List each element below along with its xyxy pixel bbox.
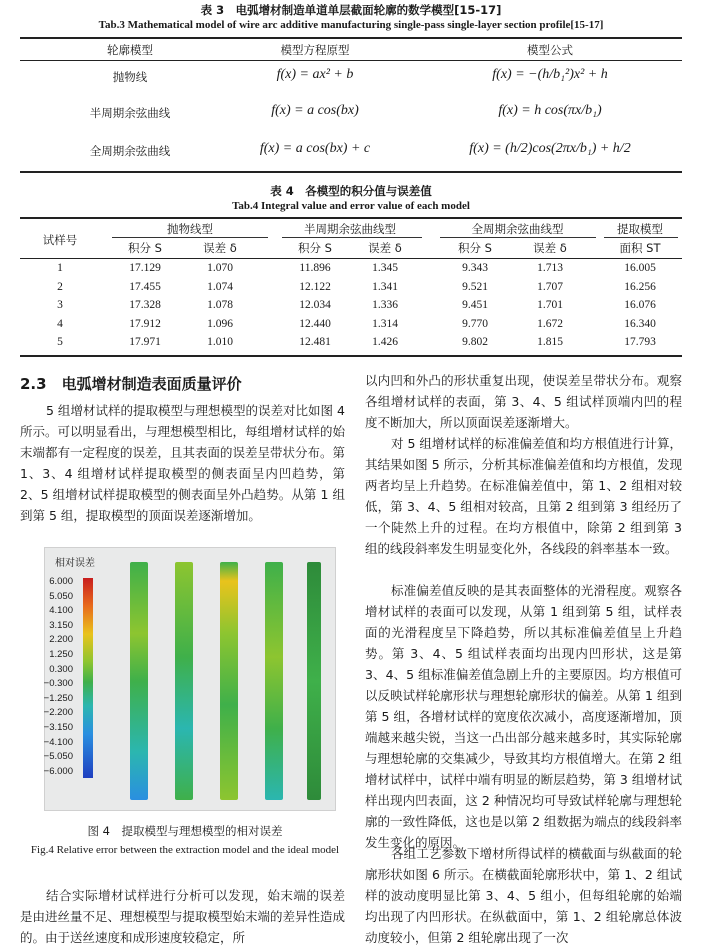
figure4-color-scale-bar	[83, 578, 93, 778]
table4-caption-en: Tab.4 Integral value and error value of each model	[232, 200, 470, 212]
figure4-specimen-2	[175, 562, 193, 800]
table4-bottom-rule	[20, 355, 682, 357]
figure4-scale-label: 2.200	[49, 634, 73, 646]
table3-row-name: 全周期余弦曲线	[89, 144, 171, 158]
table4-cell: 1.672	[537, 317, 563, 330]
table4-sample-id: 3	[57, 299, 63, 311]
figure4-specimen-4	[265, 562, 283, 800]
table4-cell: 1.010	[207, 336, 233, 348]
table4-cell: 16.340	[624, 317, 656, 330]
section-heading: 2.3 电弧增材制造表面质量评价	[20, 375, 242, 393]
figure4-scale-label: −5.050	[43, 751, 73, 763]
table3-row-formula: f(x) = (h/2)cos(2πx/b₁) + h/2	[469, 141, 631, 156]
table4-cell: 1.345	[372, 262, 398, 274]
table4-cell: 12.122	[299, 280, 331, 293]
table4-cell: 17.455	[129, 280, 161, 293]
table4-group-extracted: 提取模型	[617, 222, 663, 236]
table4-group-underline	[112, 237, 268, 238]
table4-cell: 16.076	[624, 299, 656, 311]
right-paragraph-3: 标准偏差值反映的是其表面整体的光滑程度。观察各增材试样的表面可以发现，从第 1 组到第 5 组，试样表面的光滑程度呈下降趋势，所以其标准偏差值呈上升趋势。第 3、4、5 组试样表面均出现内凹形状，这是第 3、4、5 组标准偏差值急剧上升的主要原因。均方根值可以反映试样轮廓形状与理想轮廓形状的偏差。从第 1 组到第 5 组，各增材试样的宽度依次减小，高度逐渐增加，顶端越来越尖锐，当这一凸出部分越来越多时，其实际轮廓与理想轮廓的交集减少，导致其均方根值增大。在第 2 组增材试样中，试样中端有明显的断层趋势，第 3 组增材试样出现内凹表面，这 2 种情况均可导致试样轮廓与理想轮廓的一致性降低，这也是以第 2 组数据为端点的线段斜率发生变化的原因。	[365, 583, 682, 850]
table4-cell: 12.481	[299, 336, 331, 348]
table4-cell: 1.701	[537, 299, 563, 311]
table4-cell: 17.793	[624, 336, 656, 348]
figure4-caption-en: Fig.4 Relative error between the extraction model and the ideal model	[30, 844, 340, 856]
figure4-scale-label: 4.100	[49, 605, 73, 617]
figure4-scale-label: 1.250	[49, 649, 73, 660]
table4-sample-id: 4	[57, 317, 63, 330]
right-paragraph-4: 各组工艺参数下增材所得试样的横截面与纵截面的轮廓形状如图 6 所示。在横截面轮廓形状中，第 1、2 组试样的波动度明显比第 3、4、5 组小，但每组轮廓的始端均出现了内凹形状。在纵截面中，第 1、2 组轮廓总体波动度较小，但第 2 组轮廓出现了一次	[365, 846, 682, 945]
table3-header-prototype: 模型方程原型	[280, 43, 350, 57]
table4-subheader: 积分 S	[458, 241, 492, 255]
table3-row-formula: f(x) = −(h/b₁²)x² + h	[492, 67, 608, 82]
table4-cell: 17.912	[129, 317, 161, 330]
table3-row-name: 抛物线	[112, 70, 148, 84]
figure4-image	[44, 547, 336, 811]
figure4-scale-label: −6.000	[43, 765, 73, 777]
right-paragraph-1: 以内凹和外凸的形状重复出现，使误差呈带状分布。观察各组增材试样的表面，第 3、4、5 组试样顶端内凹的程度不断加大，所以顶面误差逐渐增大。	[365, 373, 682, 430]
table4-cell: 9.343	[462, 262, 488, 274]
table4-caption-cn: 表 4 各模型的积分值与误差值	[270, 184, 432, 198]
table4-cell: 12.440	[299, 317, 331, 330]
table4-group-half-cosine: 半周期余弦曲线型	[304, 222, 396, 236]
figure4-scale-label: −1.250	[43, 692, 73, 704]
table4-sample-id: 1	[57, 262, 63, 274]
table4-sample-id: 5	[57, 336, 63, 348]
table4-cell: 9.451	[462, 299, 488, 311]
table4-cell: 1.341	[372, 280, 398, 293]
table4-cell: 11.896	[299, 262, 331, 274]
table4-cell: 9.521	[462, 280, 488, 293]
figure4-scale-label: −4.100	[43, 736, 73, 748]
table3-header-rule	[20, 60, 682, 61]
table3-bottom-rule	[20, 171, 682, 173]
table4-subheader: 积分 S	[298, 241, 332, 255]
table4-cell: 9.770	[462, 317, 488, 330]
table3-caption-cn: 表 3 电弧增材制造单道单层截面轮廓的数学模型[15-17]	[200, 3, 502, 17]
table4-cell: 1.707	[537, 280, 563, 293]
table3-header-profile: 轮廓模型	[107, 43, 153, 57]
table4-sample-id: 2	[57, 280, 63, 293]
table4-cell: 1.815	[537, 336, 563, 348]
table4-cell: 1.426	[372, 336, 398, 348]
table4-header-sample: 试样号	[42, 233, 78, 247]
table4-header-rule	[20, 258, 682, 259]
table4-cell: 17.971	[129, 336, 161, 348]
figure4-specimen-5	[307, 562, 321, 800]
table4-cell: 1.074	[207, 280, 233, 293]
left-paragraph-2: 结合实际增材试样进行分析可以发现，始末端的误差是由进丝量不足、理想模型与提取模型始末端的差异性造成的。由于送丝速度和成形速度较稳定，所	[20, 888, 346, 945]
table4-cell: 1.078	[207, 299, 233, 311]
figure4-scale-label: −3.150	[43, 722, 73, 733]
table4-cell: 12.034	[299, 299, 331, 311]
table4-cell: 17.129	[129, 262, 161, 274]
table3-row-prototype: f(x) = ax² + b	[276, 67, 354, 82]
table4-subheader: 误差 δ	[533, 241, 567, 255]
table4-group-parabola: 抛物线型	[167, 222, 213, 236]
table4-subheader: 误差 δ	[203, 241, 237, 255]
figure4-scale-label: 3.150	[49, 619, 73, 631]
table4-cell: 17.328	[129, 299, 161, 311]
table4-group-underline	[604, 237, 678, 238]
table4-cell: 1.314	[372, 317, 398, 330]
table4-cell: 16.256	[624, 280, 656, 293]
table4-top-rule	[20, 217, 682, 219]
table3-row-prototype: f(x) = a cos(bx) + c	[259, 141, 371, 156]
table3-top-rule	[20, 37, 682, 39]
table4-cell: 1.096	[207, 317, 233, 330]
figure4-scale-label: −2.200	[43, 707, 73, 719]
table4-subheader: 误差 δ	[368, 241, 402, 255]
left-paragraph-1: 5 组增材试样的提取模型与理想模型的误差对比如图 4 所示。可以明显看出，与理想模型相比，每组增材试样的始末端都有一定程度的误差，且其表面的误差呈带状分布。第 1、3、4 组增材试样提取模型的侧表面呈内凹趋势，第 2、5 组增材试样提取模型的侧表面呈外凸趋势。从第 1 组到第 5 组，提取模型的顶面误差逐渐增加。	[20, 403, 346, 523]
right-paragraph-2: 对 5 组增材试样的标准偏差值和均方根值进行计算，其结果如图 5 所示，分析其标准偏差值和均方根值，发现两者均呈上升趋势。在标准偏差值中，第 1、2 组相对较低，第 3、4、5 组相对较高，且第 2 组到第 3 组经历了一个陡然上升的过程。在均方根值中，除第 2 组到第 3 组的线段斜率发生明显变化外，各线段的斜率基本一致。	[365, 436, 682, 556]
table4-subheader: 积分 S	[128, 241, 162, 255]
table4-cell: 9.802	[462, 336, 488, 348]
figure4-legend-title: 相对误差	[55, 558, 95, 569]
figure4-scale-label: 6.000	[49, 576, 73, 587]
table4-subheader: 面积 ST	[619, 241, 661, 255]
figure4-scale-label: 0.300	[49, 663, 73, 675]
table3-row-prototype: f(x) = a cos(bx)	[271, 103, 359, 118]
table4-cell: 16.005	[624, 262, 656, 274]
figure4-scale-label: 5.050	[49, 590, 73, 602]
figure4-caption-cn: 图 4 提取模型与理想模型的相对误差	[87, 824, 283, 838]
table3-row-formula: f(x) = h cos(πx/b₁)	[498, 103, 602, 118]
table3-row-name: 半周期余弦曲线	[89, 106, 171, 120]
table3-header-formula: 模型公式	[527, 43, 573, 57]
figure4-scale-label: −0.300	[43, 678, 73, 690]
table4-group-full-cosine: 全周期余弦曲线型	[471, 222, 564, 236]
table4-group-underline	[440, 237, 596, 238]
table4-cell: 1.713	[537, 262, 563, 274]
table4-cell: 1.336	[372, 299, 398, 311]
table3-caption-en: Tab.3 Mathematical model of wire arc additive manufacturing single-pass single-layer section profile[15-17]	[98, 19, 604, 31]
table4-cell: 1.070	[207, 262, 233, 274]
table4-group-underline	[282, 237, 422, 238]
figure4-specimen-3	[220, 562, 238, 800]
figure4-specimen-1	[130, 562, 148, 800]
